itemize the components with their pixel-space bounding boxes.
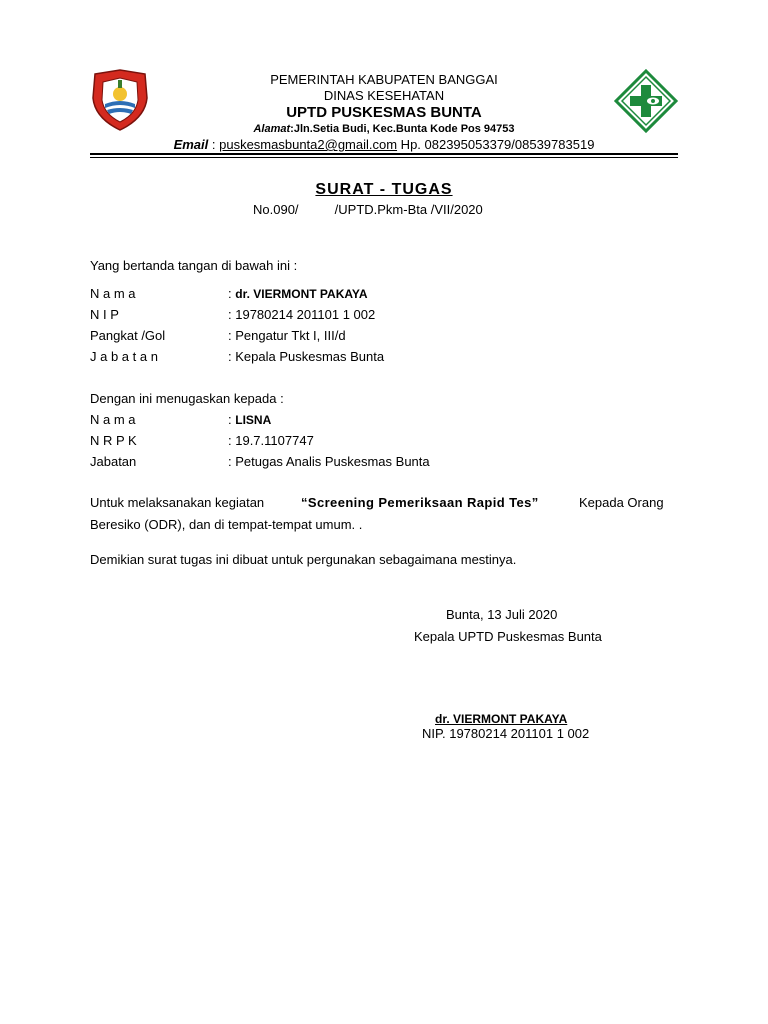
header-divider-thick	[90, 153, 678, 155]
assign-intro-text: Dengan ini menugaskan kepada :	[90, 391, 284, 406]
assignee-name-value: : LISNA	[228, 412, 272, 427]
letter-number: No.090/ /UPTD.Pkm-Bta /VII/2020	[253, 202, 483, 217]
signer-rank-value: : Pengatur Tkt I, III/d	[228, 328, 346, 343]
signer-title: Kepala UPTD Puskesmas Bunta	[414, 629, 602, 644]
header-government: PEMERINTAH KABUPATEN BANGGAI	[270, 72, 498, 87]
assignee-name-label: N a m a	[90, 412, 136, 427]
closing-text: Demikian surat tugas ini dibuat untuk pergunakan sebagaimana mestinya.	[90, 552, 517, 567]
header-contact	[120, 137, 648, 152]
email-separator: :	[208, 137, 220, 152]
place-date: Bunta, 13 Juli 2020	[446, 607, 558, 622]
header-department: DINAS KESEHATAN	[323, 88, 445, 103]
address-text: :Jln.Setia Budi, Kec.Bunta Kode Pos 94753	[290, 123, 515, 135]
header-address	[150, 123, 618, 135]
header-institution: UPTD PUSKESMAS BUNTA	[286, 104, 482, 121]
signer-nip-label: N I P	[90, 307, 119, 322]
header-divider-thin	[90, 157, 678, 158]
signature-name: dr. VIERMONT PAKAYA	[435, 712, 568, 726]
purpose-prefix: Untuk melaksanakan kegiatan	[90, 495, 265, 510]
purpose-suffix: Kepada Orang	[579, 495, 664, 510]
signer-nip-value: : 19780214 201101 1 002	[228, 307, 376, 322]
phone-number: Hp. 082395053379/08539783519	[397, 137, 595, 152]
signer-name-value: : dr. VIERMONT PAKAYA	[228, 286, 368, 301]
email-label: Email	[173, 137, 209, 152]
signer-position-label: J a b a t a n	[90, 349, 158, 364]
assignee-position-value: : Petugas Analis Puskesmas Bunta	[228, 454, 430, 469]
purpose-line-2: Beresiko (ODR), dan di tempat-tempat umum. .	[90, 517, 363, 532]
puskesmas-logo	[614, 69, 678, 133]
assignee-nrpk-label: N R P K	[90, 433, 137, 448]
intro-text: Yang bertanda tangan di bawah ini :	[90, 258, 298, 273]
purpose-activity: “Screening Pemeriksaan Rapid Tes”	[301, 495, 539, 510]
signer-rank-label: Pangkat /Gol	[90, 328, 166, 343]
letter-title: SURAT - TUGAS	[315, 181, 453, 198]
email-link[interactable]: puskesmasbunta2@gmail.com	[219, 137, 398, 152]
signature-nip: NIP. 19780214 201101 1 002	[422, 726, 590, 741]
banggai-regency-emblem	[89, 68, 151, 132]
signer-position-value: : Kepala Puskesmas Bunta	[228, 349, 385, 364]
assignee-nrpk-value: : 19.7.1107747	[228, 433, 314, 448]
signer-name-label: N a m a	[90, 286, 136, 301]
address-label: Alamat	[253, 123, 291, 135]
assignee-position-label: Jabatan	[90, 454, 137, 469]
